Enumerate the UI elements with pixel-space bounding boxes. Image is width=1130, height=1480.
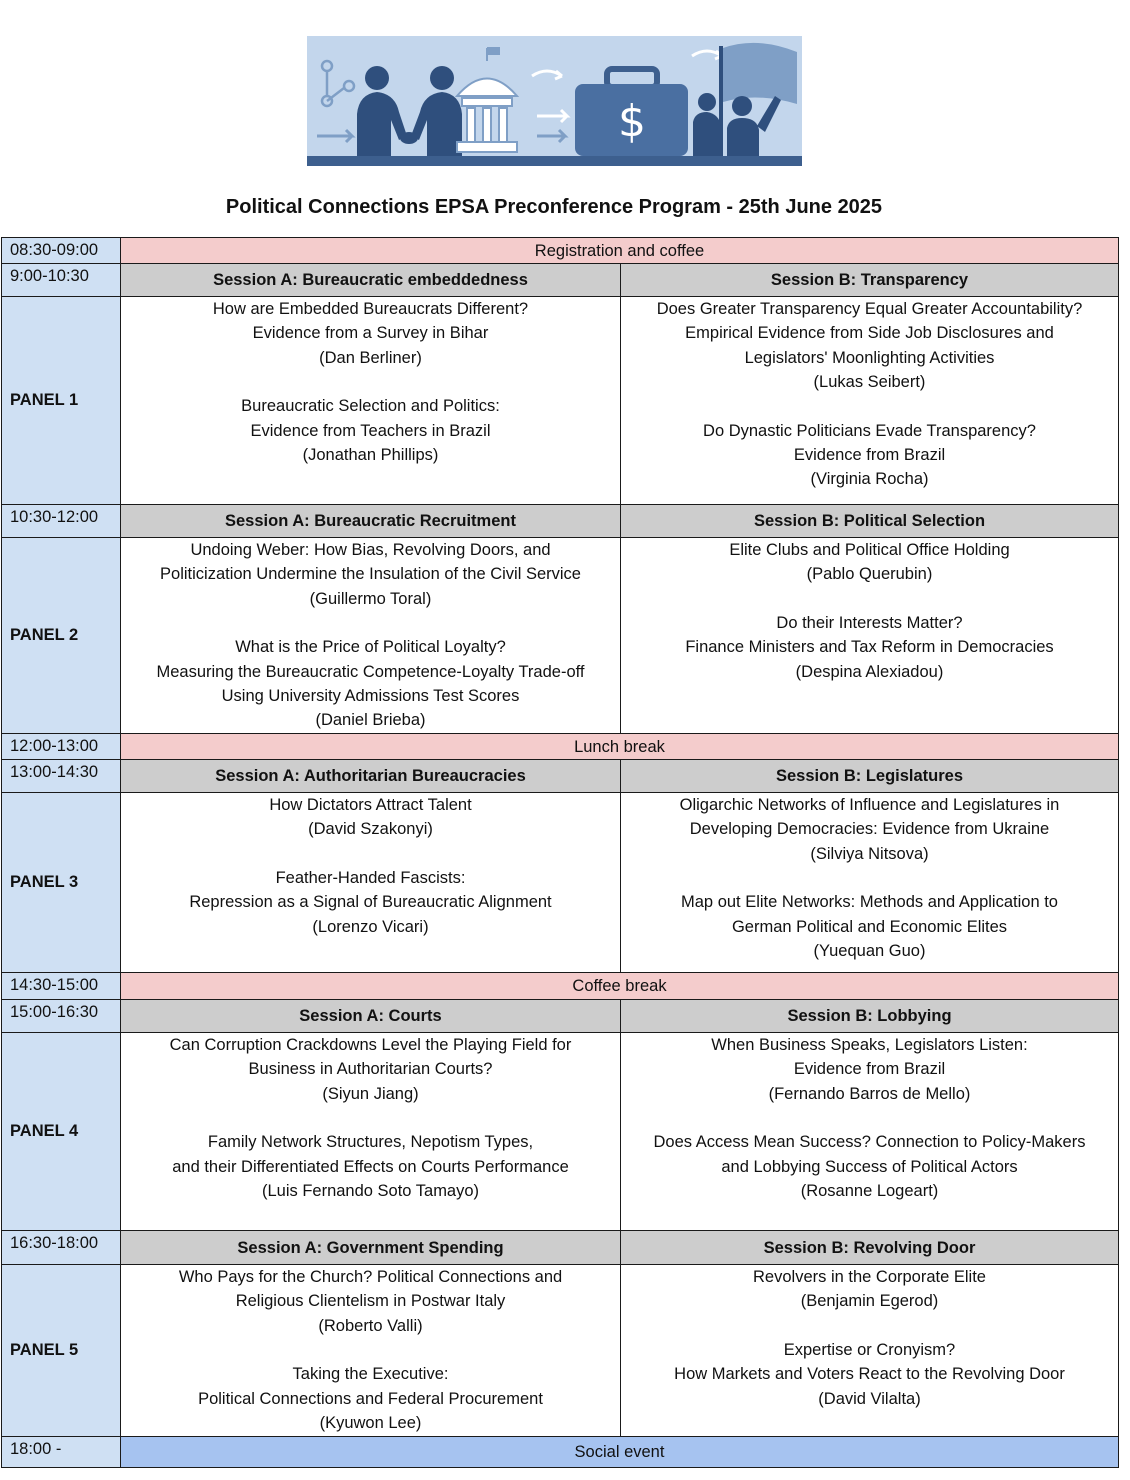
paper-line: Evidence from Teachers in Brazil	[250, 421, 491, 440]
paper-line: (Silviya Nitsova)	[810, 844, 929, 863]
paper-line: Political Connections and Federal Procurement	[198, 1389, 543, 1408]
paper-line: What is the Price of Political Loyalty?	[235, 638, 506, 657]
paper-entry	[621, 611, 1118, 684]
paper-line: Evidence from a Survey in Bihar	[252, 324, 489, 343]
paper-entry	[121, 394, 620, 467]
paper-line: Elite Clubs and Political Office Holding	[729, 541, 1010, 559]
panel-label: PANEL 2	[2, 538, 121, 734]
session-b-papers	[621, 1033, 1119, 1231]
paper-entry	[621, 297, 1118, 395]
paper-entry	[621, 419, 1118, 492]
paper-line: Religious Clientelism in Postwar Italy	[235, 1292, 506, 1311]
schedule-body	[2, 238, 1119, 1468]
paper-line: (Lorenzo Vicari)	[312, 917, 429, 936]
paper-line: Family Network Structures, Nepotism Types,	[207, 1133, 534, 1152]
session-header-row	[2, 264, 1119, 297]
paper-line: Who Pays for the Church? Political Connections and	[178, 1268, 563, 1286]
panel-time: 13:00-14:30	[2, 760, 121, 793]
panel-label: PANEL 5	[2, 1265, 121, 1437]
paper-line: Empirical Evidence from Side Job Disclosures and	[685, 324, 1054, 343]
session-a-title: Session A: Government Spending	[121, 1231, 621, 1265]
panel-time: 15:00-16:30	[2, 1000, 121, 1033]
paper-line: Taking the Executive:	[292, 1365, 449, 1384]
break-row	[2, 1437, 1119, 1468]
session-header-row	[2, 1000, 1119, 1033]
paper-line: Undoing Weber: How Bias, Revolving Doors, and	[190, 541, 551, 559]
paper-entry	[121, 1130, 620, 1203]
paper-line: Politicization Undermine the Insulation of the Civil Service	[160, 565, 581, 584]
session-a-title: Session A: Bureaucratic Recruitment	[121, 505, 621, 538]
paper-line: Does Greater Transparency Equal Greater Accountability?	[656, 300, 1083, 318]
paper-entry	[621, 890, 1118, 963]
session-b-title: Session B: Transparency	[621, 264, 1119, 297]
paper-line: Developing Democracies: Evidence from Ukraine	[689, 820, 1050, 839]
paper-line: (Luis Fernando Soto Tamayo)	[261, 1182, 480, 1201]
paper-line: Expertise or Cronyism?	[783, 1340, 956, 1359]
session-b-papers	[621, 1265, 1119, 1437]
panel-time: 10:30-12:00	[2, 505, 121, 538]
session-a-title: Session A: Bureaucratic embeddedness	[121, 264, 621, 297]
session-b-papers	[621, 538, 1119, 734]
paper-line: Does Access Mean Success? Connection to Policy-Makers	[653, 1133, 1086, 1152]
session-content-row	[2, 1265, 1119, 1437]
break-row	[2, 238, 1119, 264]
paper-line: Finance Ministers and Tax Reform in Democracies	[685, 638, 1054, 657]
session-header-row	[2, 760, 1119, 793]
paper-entry	[621, 538, 1118, 587]
paper-line: (Lukas Seibert)	[813, 373, 926, 392]
session-content-row	[2, 297, 1119, 505]
session-b-papers	[621, 793, 1119, 973]
paper-line: Map out Elite Networks: Methods and Application to	[681, 893, 1058, 912]
session-a-papers	[121, 1033, 621, 1231]
paper-line: (Despina Alexiadou)	[795, 662, 944, 681]
panel-label: PANEL 1	[2, 297, 121, 505]
svg-text:$: $	[618, 96, 646, 147]
paper-line: When Business Speaks, Legislators Listen:	[711, 1036, 1028, 1054]
paper-line: (Guillermo Toral)	[309, 589, 432, 608]
paper-line: Oligarchic Networks of Influence and Legislatures in	[679, 796, 1060, 814]
paper-entry	[121, 1362, 620, 1435]
session-a-papers	[121, 538, 621, 734]
session-b-title: Session B: Revolving Door	[621, 1231, 1119, 1265]
panel-time: 9:00-10:30	[2, 264, 121, 297]
paper-line: Business in Authoritarian Courts?	[248, 1060, 493, 1079]
paper-line: (Dan Berliner)	[319, 348, 422, 367]
paper-line: Measuring the Bureaucratic Competence-Loyalty Trade-off	[156, 662, 585, 681]
paper-line: (Roberto Valli)	[318, 1316, 423, 1335]
paper-line: (David Vilalta)	[818, 1389, 921, 1408]
panel-label: PANEL 3	[2, 793, 121, 973]
break-label: Social event	[121, 1437, 1119, 1468]
paper-line: (Daniel Brieba)	[315, 711, 426, 730]
session-content-row	[2, 793, 1119, 973]
paper-line: Do their Interests Matter?	[776, 613, 963, 632]
break-time: 18:00 -	[2, 1437, 121, 1468]
break-time: 08:30-09:00	[2, 238, 121, 264]
paper-line: Legislators' Moonlighting Activities	[744, 348, 995, 367]
break-label: Coffee break	[121, 973, 1119, 1000]
paper-line: How Markets and Voters React to the Revolving Door	[674, 1365, 1065, 1384]
session-a-papers	[121, 1265, 621, 1437]
paper-line: (Benjamin Egerod)	[800, 1292, 939, 1311]
paper-line: (David Szakonyi)	[308, 820, 433, 839]
session-header-row	[2, 505, 1119, 538]
session-content-row	[2, 538, 1119, 734]
paper-line: How are Embedded Bureaucrats Different?	[212, 300, 529, 318]
break-label: Registration and coffee	[121, 238, 1119, 264]
paper-entry	[121, 297, 620, 370]
break-label: Lunch break	[121, 734, 1119, 760]
paper-line: Using University Admissions Test Scores	[221, 687, 520, 706]
paper-line: Bureaucratic Selection and Politics:	[241, 397, 500, 416]
session-b-papers	[621, 297, 1119, 505]
paper-line: (Rosanne Logeart)	[800, 1182, 939, 1201]
paper-line: Revolvers in the Corporate Elite	[753, 1268, 986, 1286]
paper-entry	[121, 1265, 620, 1338]
paper-line: Evidence from Brazil	[793, 446, 946, 465]
paper-line: Do Dynastic Politicians Evade Transparency?	[703, 421, 1036, 440]
paper-entry	[121, 538, 620, 611]
paper-line: (Siyun Jiang)	[322, 1084, 419, 1103]
break-time: 12:00-13:00	[2, 734, 121, 760]
paper-line: Repression as a Signal of Bureaucratic Alignment	[189, 893, 552, 912]
session-a-papers	[121, 297, 621, 505]
paper-line: Evidence from Brazil	[793, 1060, 946, 1079]
paper-entry	[621, 1338, 1118, 1411]
paper-entry	[121, 635, 620, 733]
paper-line: German Political and Economic Elites	[731, 917, 1008, 936]
paper-line: (Kyuwon Lee)	[319, 1414, 422, 1433]
break-row	[2, 734, 1119, 760]
paper-line: Can Corruption Crackdowns Level the Playing Field for	[169, 1036, 572, 1054]
session-a-title: Session A: Authoritarian Bureaucracies	[121, 760, 621, 793]
session-a-title: Session A: Courts	[121, 1000, 621, 1033]
panel-time: 16:30-18:00	[2, 1231, 121, 1265]
session-a-papers	[121, 793, 621, 973]
paper-line: How Dictators Attract Talent	[269, 796, 472, 814]
schedule-table	[1, 237, 1119, 1468]
panel-label: PANEL 4	[2, 1033, 121, 1231]
paper-entry	[621, 1033, 1118, 1106]
paper-line: (Jonathan Phillips)	[302, 446, 439, 465]
page-title: Political Connections EPSA Preconference Program - 25th June 2025	[225, 196, 883, 218]
break-time: 14:30-15:00	[2, 973, 121, 1000]
banner-illustration	[307, 36, 802, 166]
session-b-title: Session B: Lobbying	[621, 1000, 1119, 1033]
paper-entry	[621, 793, 1118, 866]
paper-entry	[121, 1033, 620, 1106]
paper-line: and Lobbying Success of Political Actors	[721, 1157, 1018, 1176]
paper-entry	[621, 1265, 1118, 1314]
session-header-row	[2, 1231, 1119, 1265]
paper-entry	[121, 793, 620, 842]
session-b-title: Session B: Legislatures	[621, 760, 1119, 793]
paper-line: (Virginia Rocha)	[810, 470, 929, 489]
paper-line: (Pablo Querubin)	[806, 565, 933, 584]
session-b-title: Session B: Political Selection	[621, 505, 1119, 538]
paper-entry	[121, 866, 620, 939]
paper-line: Feather-Handed Fascists:	[275, 868, 466, 887]
break-row	[2, 973, 1119, 1000]
paper-entry	[621, 1130, 1118, 1203]
paper-line: (Yuequan Guo)	[813, 942, 926, 961]
paper-line: (Fernando Barros de Mello)	[768, 1084, 971, 1103]
session-content-row	[2, 1033, 1119, 1231]
paper-line: and their Differentiated Effects on Courts Performance	[172, 1157, 569, 1176]
